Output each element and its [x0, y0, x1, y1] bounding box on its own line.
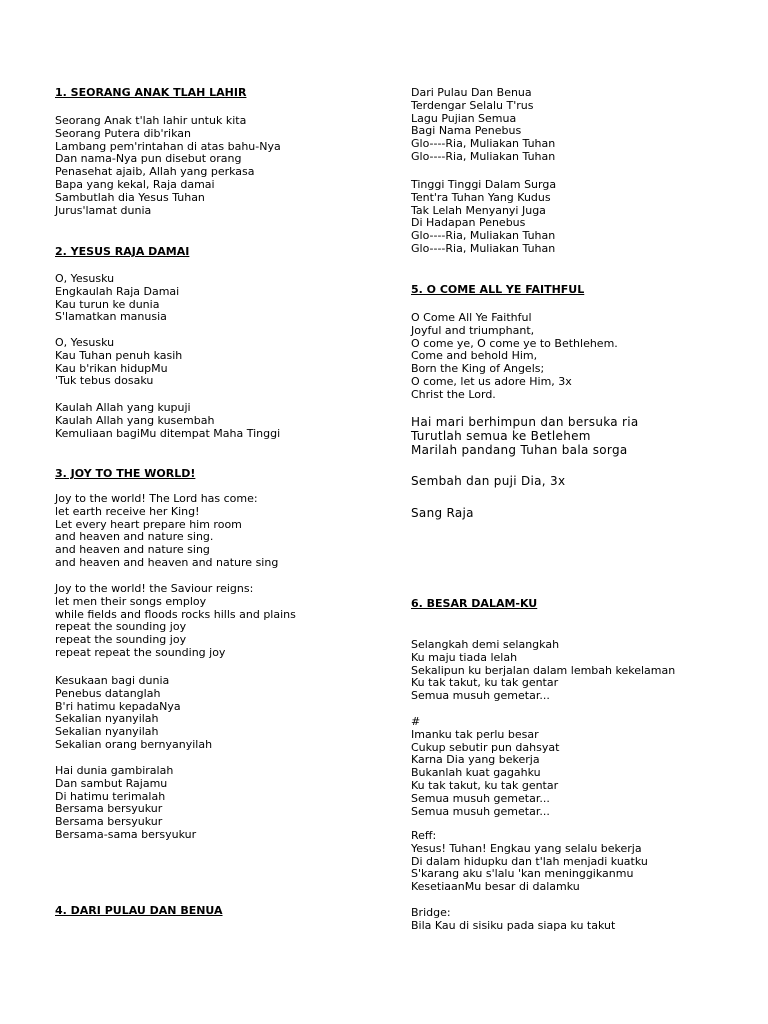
lyric-line: Terdengar Selalu T'rus	[411, 98, 534, 112]
song-2-verse-3	[55, 402, 280, 440]
lyric-line: and heaven and heaven and nature sing	[55, 555, 279, 569]
lyric-line: Sekalipun ku berjalan dalam lembah kekelaman	[411, 663, 676, 677]
lyric-line: repeat the sounding joy	[55, 620, 187, 634]
lyric-line: repeat the sounding joy	[55, 633, 187, 647]
lyric-line: Glo----Ria, Muliakan Tuhan	[411, 229, 556, 243]
song-2-verse-1	[55, 273, 179, 324]
lyric-line: and heaven and nature sing	[55, 543, 210, 557]
song-2-verse-2	[55, 337, 182, 388]
lyric-line: Kaulah Allah yang kusembah	[55, 413, 215, 427]
lyric-line: KesetiaanMu besar di dalamku	[411, 880, 580, 894]
song-1-title: 1. SEORANG ANAK TLAH LAHIR	[55, 86, 247, 99]
song-1-verse-1	[55, 115, 281, 217]
lyric-line: Reff:	[411, 829, 437, 842]
lyric-line: Dari Pulau Dan Benua	[411, 86, 532, 99]
lyric-line: Let every heart prepare him room	[55, 517, 242, 531]
lyric-line: Semua musuh gemetar...	[411, 689, 550, 703]
song-6-title: 6. BESAR DALAM-KU	[411, 597, 538, 610]
lyric-line: Bukanlah kuat gagahku	[411, 766, 541, 780]
lyric-line: Bridge:	[411, 906, 451, 919]
lyric-line: O, Yesusku	[55, 272, 115, 285]
lyric-line: Di Hadapan Penebus	[411, 216, 526, 230]
lyric-line: O Come All Ye Faithful	[411, 311, 532, 324]
song-4-title: 4. DARI PULAU DAN BENUA	[55, 904, 223, 917]
lyric-line: Hai mari berhimpun dan bersuka ria	[411, 415, 639, 429]
lyric-line: Tent'ra Tuhan Yang Kudus	[411, 190, 551, 204]
song-2-title: 2. YESUS RAJA DAMAI	[55, 245, 190, 258]
lyric-line: 'Tuk tebus dosaku	[55, 374, 154, 388]
lyric-line: Seorang Anak t'lah lahir untuk kita	[55, 114, 247, 127]
lyric-line: Sembah dan puji Dia, 3x	[411, 474, 566, 488]
lyric-line: Sekalian nyanyilah	[55, 712, 159, 726]
lyric-line: Kau Tuhan penuh kasih	[55, 348, 183, 362]
lyric-line: Tinggi Tinggi Dalam Surga	[411, 178, 557, 191]
song-3-verse-4	[55, 765, 196, 842]
lyric-line: Bersama bersyukur	[55, 815, 163, 829]
lyric-line: Kemuliaan bagiMu ditempat Maha Tinggi	[55, 426, 281, 440]
lyric-line: Christ the Lord.	[411, 387, 496, 401]
lyric-line: Glo----Ria, Muliakan Tuhan	[411, 241, 556, 255]
lyric-line: and heaven and nature sing.	[55, 530, 214, 544]
lyric-line: Lambang pem'rintahan di atas bahu-Nya	[55, 139, 281, 153]
song-6-bridge	[411, 907, 615, 933]
lyric-line: Penasehat ajaib, Allah yang perkasa	[55, 165, 255, 179]
lyric-line: Imanku tak perlu besar	[411, 727, 539, 741]
lyric-line: Tak Lelah Menyanyi Juga	[411, 203, 546, 217]
lyric-line: S'karang aku s'lalu 'kan meninggikanmu	[411, 867, 634, 881]
lyric-line: Bersama bersyukur	[55, 802, 163, 816]
song-6-verse-1	[411, 639, 675, 703]
lyric-line: O come, let us adore Him, 3x	[411, 374, 572, 388]
lyric-line: Glo----Ria, Muliakan Tuhan	[411, 137, 556, 151]
lyric-line: let men their songs employ	[55, 594, 207, 608]
song-5-verse-3	[411, 474, 565, 488]
lyric-line: Lagu Pujian Semua	[411, 111, 517, 125]
song-3-verse-3	[55, 675, 212, 752]
lyric-line: Turutlah semua ke Betlehem	[411, 429, 591, 443]
lyric-line: Bersama-sama bersyukur	[55, 827, 197, 841]
song-3-verse-2	[55, 583, 296, 660]
lyric-line: Kau b'rikan hidupMu	[55, 361, 168, 375]
lyric-line: Sekalian nyanyilah	[55, 725, 159, 739]
song-5-title: 5. O COME ALL YE FAITHFUL	[411, 283, 585, 296]
lyric-line: S'lamatkan manusia	[55, 310, 167, 324]
lyric-line: while fields and floods rocks hills and plains	[55, 607, 296, 621]
lyric-line: Seorang Putera dib'rikan	[55, 126, 191, 140]
lyric-line: #	[411, 715, 421, 728]
lyric-line: Kau turun ke dunia	[55, 297, 160, 311]
lyric-line: Joyful and triumphant,	[411, 323, 535, 337]
song-5-verse-1	[411, 312, 618, 402]
lyric-line: Kesukaan bagi dunia	[55, 674, 170, 687]
lyric-line: Dan sambut Rajamu	[55, 776, 168, 790]
lyric-line: Born the King of Angels;	[411, 362, 545, 376]
song-4-verse-2	[411, 179, 556, 256]
song-6-verse-2	[411, 716, 559, 818]
lyric-line: Penebus datanglah	[55, 686, 161, 700]
lyric-line: Bapa yang kekal, Raja damai	[55, 177, 215, 191]
lyric-line: Sekalian orang bernyanyilah	[55, 737, 213, 751]
lyric-line: Cukup sebutir pun dahsyat	[411, 740, 560, 754]
lyric-line: Engkaulah Raja Damai	[55, 284, 180, 298]
lyric-line: Semua musuh gemetar...	[411, 804, 550, 818]
lyric-line: O, Yesusku	[55, 336, 115, 349]
lyric-line: Bila Kau di sisiku pada siapa ku takut	[411, 918, 616, 932]
lyric-line: Glo----Ria, Muliakan Tuhan	[411, 149, 556, 163]
lyric-line: Yesus! Tuhan! Engkau yang selalu bekerja	[411, 841, 642, 855]
lyric-line: Di dalam hidupku dan t'lah menjadi kuatku	[411, 854, 648, 868]
song-3-title: 3. JOY TO THE WORLD!	[55, 467, 196, 480]
lyric-line: Jurus'lamat dunia	[55, 203, 152, 217]
song-6-chorus	[411, 830, 648, 894]
song-5-verse-2	[411, 415, 639, 457]
lyric-line: Come and behold Him,	[411, 349, 538, 363]
lyric-line: Bagi Nama Penebus	[411, 124, 522, 138]
lyric-line: Marilah pandang Tuhan bala sorga	[411, 443, 628, 457]
lyric-line: Joy to the world! the Saviour reigns:	[55, 582, 254, 595]
lyric-line: Sang Raja	[411, 506, 474, 520]
song-4-verse-1	[411, 87, 555, 164]
lyric-line: Kaulah Allah yang kupuji	[55, 401, 191, 414]
lyric-line: Di hatimu terimalah	[55, 789, 166, 803]
lyric-line: Ku tak takut, ku tak gentar	[411, 676, 559, 690]
lyric-line: B'ri hatimu kepadaNya	[55, 699, 181, 713]
song-3-verse-1	[55, 493, 278, 570]
lyric-line: Dan nama-Nya pun disebut orang	[55, 152, 242, 166]
lyric-line: Sambutlah dia Yesus Tuhan	[55, 190, 205, 204]
song-5-verse-4	[411, 506, 474, 520]
lyric-line: O come ye, O come ye to Bethlehem.	[411, 336, 618, 350]
lyric-line: repeat repeat the sounding joy	[55, 645, 226, 659]
lyric-line: let earth receive her King!	[55, 504, 200, 518]
lyric-line: Selangkah demi selangkah	[411, 638, 560, 651]
lyric-line: Ku tak takut, ku tak gentar	[411, 778, 559, 792]
lyric-line: Karna Dia yang bekerja	[411, 753, 540, 767]
lyric-line: Joy to the world! The Lord has come:	[55, 492, 258, 505]
lyric-line: Hai dunia gambiralah	[55, 764, 174, 777]
lyric-line: Semua musuh gemetar...	[411, 791, 550, 805]
lyric-line: Ku maju tiada lelah	[411, 650, 518, 664]
